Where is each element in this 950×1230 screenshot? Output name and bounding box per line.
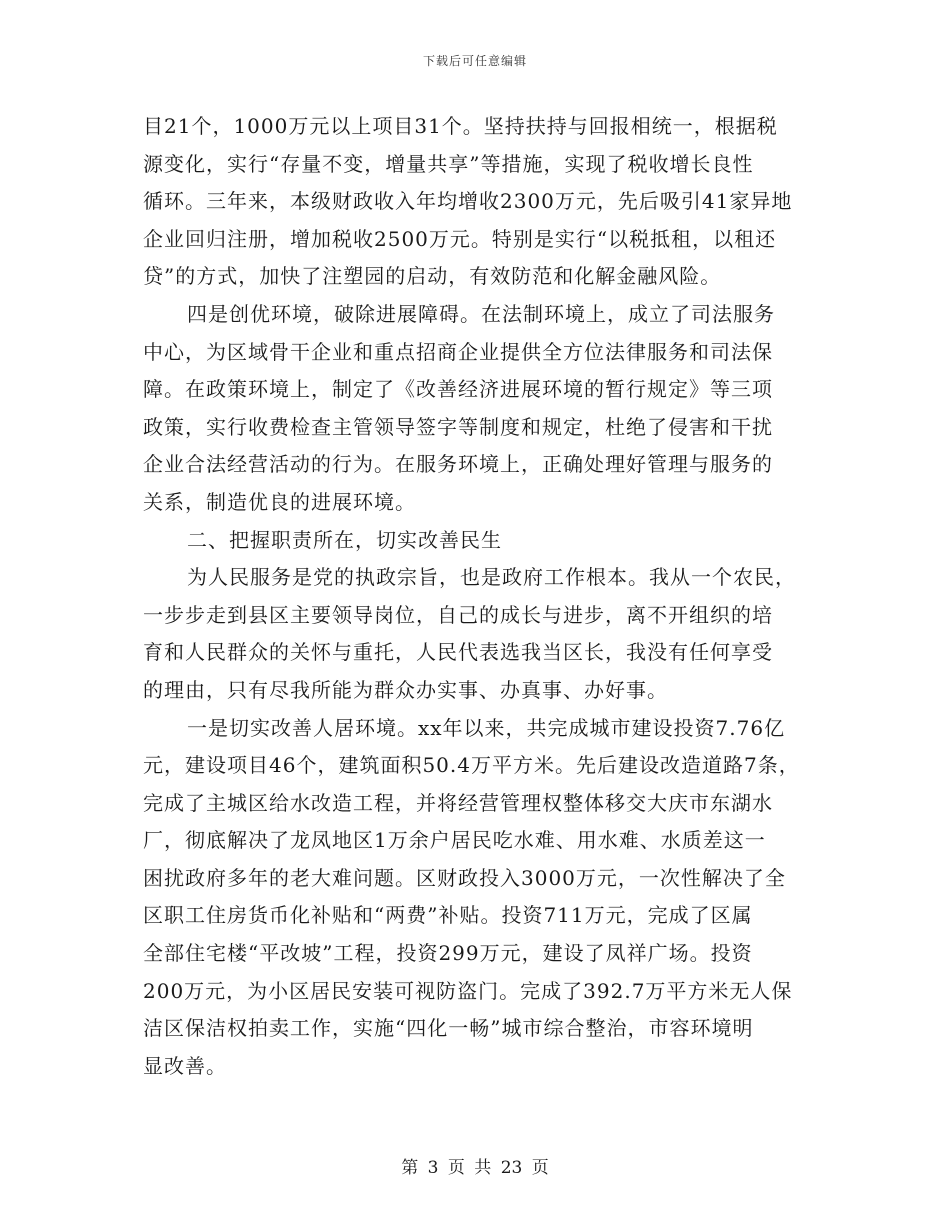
text-line: 厂，彻底解决了龙凤地区1万余户居民吃水难、用水难、水质差这一 <box>143 828 766 853</box>
text-line: 为人民服务是党的执政宗旨，也是政府工作根本。我从一个农民， <box>187 565 796 590</box>
text-line: 元，建设项目46个，建筑面积50.4万平方米。先后建设改造道路7条， <box>143 753 800 778</box>
text-line: 源变化，实行“存量不变，增量共享”等措施，实现了税收增长良性 <box>143 151 754 176</box>
text-line: 中心，为区域骨干企业和重点招商企业提供全方位法律服务和司法保 <box>143 339 773 364</box>
text-line: 一步步走到县区主要领导岗位，自己的成长与进步，离不开组织的培 <box>143 602 773 627</box>
text-line: 二、把握职责所在，切实改善民生 <box>187 527 502 552</box>
text-line: 贷”的方式，加快了注塑园的启动，有效防范和化解金融风险。 <box>143 264 722 289</box>
text-line: 洁区保洁权拍卖工作，实施“四化一畅”城市综合整治，市容环境明 <box>143 1016 754 1041</box>
text-line: 一是切实改善人居环境。xx年以来，共完成城市建设投资7.76亿 <box>187 715 786 740</box>
text-line: 困扰政府多年的老大难问题。区财政投入3000万元，一次性解决了全 <box>143 865 786 890</box>
text-line: 的理由，只有尽我所能为群众办实事、办真事、办好事。 <box>143 677 668 702</box>
text-line: 目21个，1000万元以上项目31个。坚持扶持与回报相统一，根据税 <box>143 114 778 138</box>
text-line: 200万元，为小区居民安装可视防盗门。完成了392.7万平方米无人保 <box>143 978 793 1003</box>
page-footer: 第 3 页 共 23 页 <box>401 1158 549 1178</box>
text-line: 关系，制造优良的进展环境。 <box>143 489 416 514</box>
text-line: 显改善。 <box>143 1053 227 1078</box>
text-line: 政策，实行收费检查主管领导签字等制度和规定，杜绝了侵害和干扰 <box>143 414 773 439</box>
text-line: 障。在政策环境上，制定了《改善经济进展环境的暂行规定》等三项 <box>143 377 773 402</box>
text-line: 育和人民群众的关怀与重托，人民代表选我当区长，我没有任何享受 <box>143 640 773 665</box>
text-line: 企业合法经营活动的行为。在服务环境上，正确处理好管理与服务的 <box>143 452 773 477</box>
text-line: 循环。三年来，本级财政收入年均增收2300万元，先后吸引41家异地 <box>143 189 793 214</box>
header-note: 下载后可任意编辑 <box>422 54 527 68</box>
text-line: 完成了主城区给水改造工程，并将经营管理权整体移交大庆市东湖水 <box>143 790 773 815</box>
text-line: 全部住宅楼“平改坡”工程，投资299万元，建设了凤祥广场。投资 <box>143 941 753 966</box>
text-line: 企业回归注册，增加税收2500万元。特别是实行“以税抵租，以租还 <box>143 226 777 251</box>
text-line: 区职工住房货币化补贴和“两费”补贴。投资711万元，完成了区属 <box>143 903 753 928</box>
document-body <box>143 108 833 1085</box>
text-line: 四是创优环境，破除进展障碍。在法制环境上，成立了司法服务 <box>187 301 775 326</box>
